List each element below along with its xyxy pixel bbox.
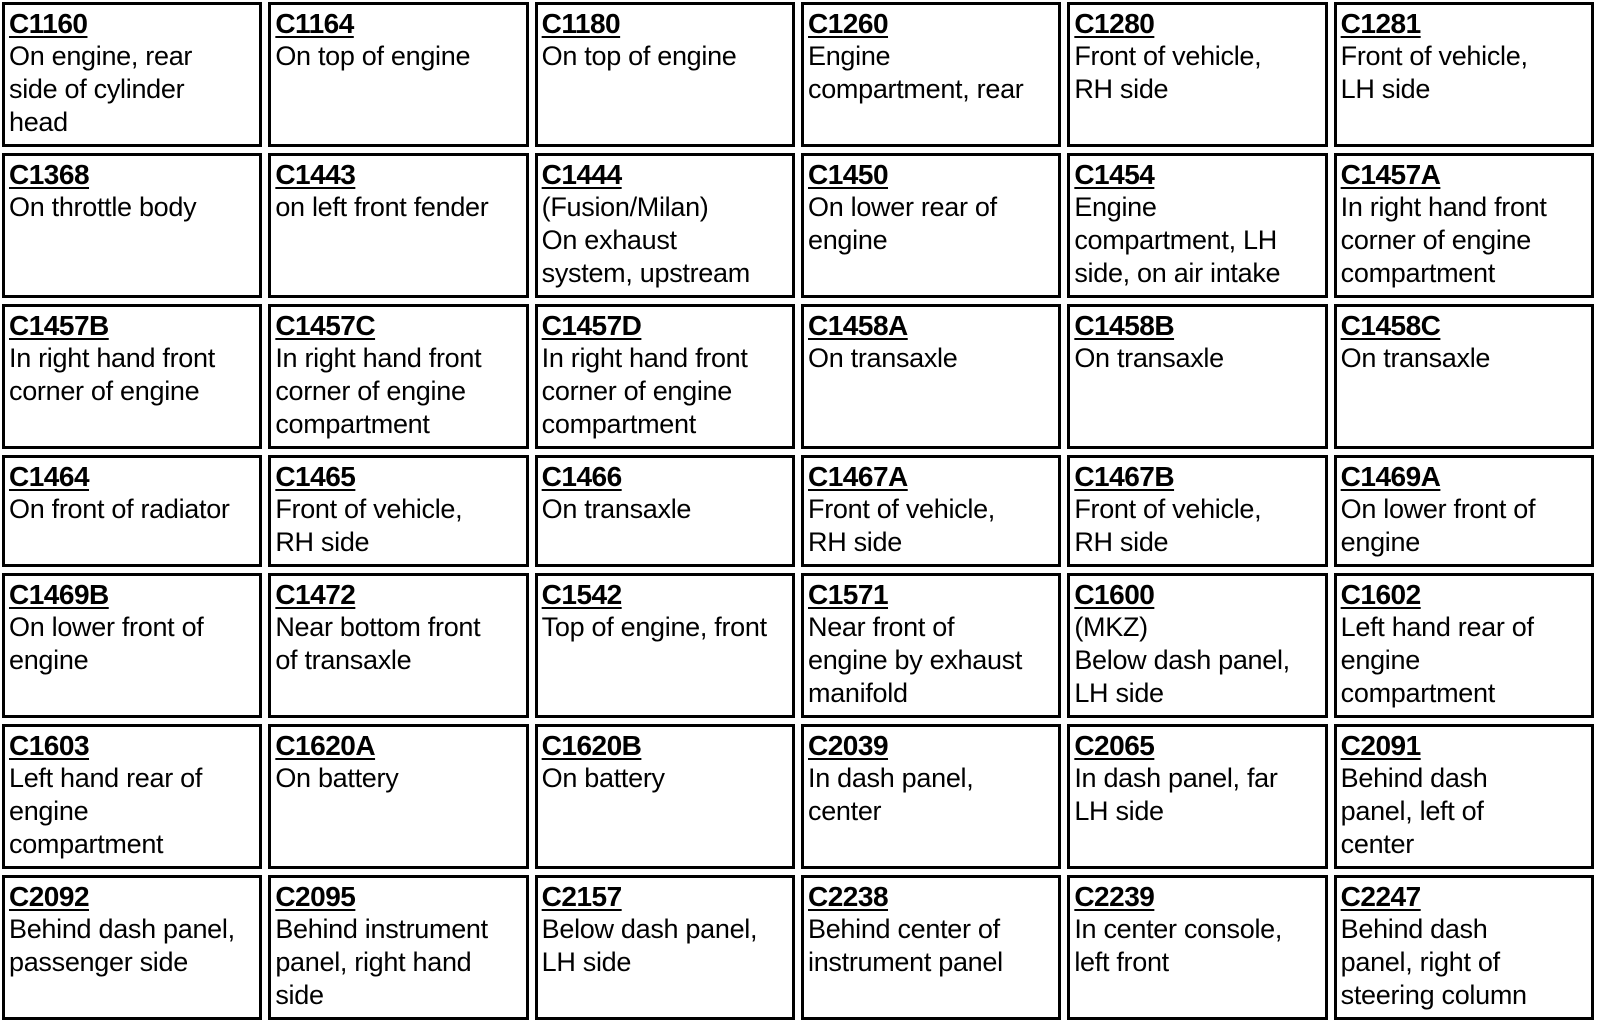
connector-code: C1164 (275, 8, 354, 39)
connector-location: Near bottom front of transaxle (275, 612, 481, 675)
connector-cell (2, 573, 262, 718)
connector-code: C1450 (808, 159, 889, 190)
connector-cell (535, 573, 795, 718)
connector-location: On lower front of engine (9, 612, 204, 675)
connector-cell (535, 724, 795, 869)
connector-location: On lower front of engine (1340, 494, 1536, 557)
connector-location: Below dash panel, LH side (541, 914, 758, 977)
connector-code: C2157 (541, 881, 622, 912)
connector-code: C1464 (9, 461, 90, 492)
connector-code: C1160 (9, 8, 88, 39)
connector-location: On front of radiator (9, 494, 230, 524)
connector-location: In right hand front corner of engine compartment (1340, 192, 1547, 288)
connector-cell (801, 875, 1061, 1020)
connector-location: On engine, rear side of cylinder head (9, 41, 193, 137)
connector-location: Front of vehicle, LH side (1340, 41, 1528, 104)
connector-cell (801, 153, 1061, 298)
connector-code: C1280 (1074, 8, 1155, 39)
connector-cell (1067, 304, 1327, 449)
connector-location: (MKZ) Below dash panel, LH side (1074, 612, 1290, 708)
connector-location: Behind dash panel, left of center (1340, 763, 1488, 859)
connector-cell (801, 304, 1061, 449)
connector-code: C2065 (1074, 730, 1155, 761)
connector-cell (535, 875, 795, 1020)
connector-location: In right hand front corner of engine compartment (275, 343, 482, 439)
connector-code: C1542 (541, 579, 622, 610)
connector-code: C1467B (1074, 461, 1175, 492)
connector-cell (2, 153, 262, 298)
connector-cell (1334, 875, 1594, 1020)
connector-location: (Fusion/Milan) On exhaust system, upstream (541, 192, 750, 288)
connector-cell (1334, 573, 1594, 718)
connector-location: On battery (541, 763, 665, 793)
connector-code: C1571 (808, 579, 889, 610)
connector-code: C1457C (275, 310, 376, 341)
connector-location: Behind dash panel, right of steering column (1340, 914, 1527, 1010)
connector-code: C1602 (1340, 579, 1421, 610)
connector-location: In right hand front corner of engine compartment (541, 343, 748, 439)
connector-cell (1067, 724, 1327, 869)
connector-location: Front of vehicle, RH side (808, 494, 995, 557)
connector-code: C1458C (1340, 310, 1441, 341)
connector-location: On lower rear of engine (808, 192, 997, 255)
connector-code: C1458B (1074, 310, 1175, 341)
connector-cell (535, 153, 795, 298)
connector-location: In dash panel, center (808, 763, 974, 826)
connector-code: C2091 (1340, 730, 1421, 761)
connector-cell (268, 304, 528, 449)
connector-cell (2, 455, 262, 567)
connector-cell (535, 304, 795, 449)
connector-location: Engine compartment, rear (808, 41, 1024, 104)
connector-cell (1067, 875, 1327, 1020)
connector-code: C2095 (275, 881, 356, 912)
connector-location: on left front fender (275, 192, 489, 222)
connector-code: C1465 (275, 461, 356, 492)
connector-code: C1281 (1340, 8, 1421, 39)
connector-code: C1457B (9, 310, 109, 341)
connector-cell (1067, 455, 1327, 567)
connector-cell (801, 2, 1061, 147)
connector-cell (535, 455, 795, 567)
connector-cell (2, 724, 262, 869)
connector-code: C1466 (541, 461, 622, 492)
connector-code: C1469B (9, 579, 109, 610)
connector-cell (268, 2, 528, 147)
connector-cell (268, 875, 528, 1020)
connector-code: C2039 (808, 730, 889, 761)
connector-location: Left hand rear of engine compartment (1340, 612, 1534, 708)
connector-cell (1067, 153, 1327, 298)
connector-location: In center console, left front (1074, 914, 1283, 977)
connector-cell (268, 455, 528, 567)
connector-code: C1443 (275, 159, 356, 190)
connector-code: C1368 (9, 159, 90, 190)
connector-location: Top of engine, front (541, 612, 767, 642)
connector-cell (1334, 2, 1594, 147)
connector-cell (2, 875, 262, 1020)
connector-cell (1067, 573, 1327, 718)
connector-code: C1603 (9, 730, 90, 761)
connector-cell (268, 153, 528, 298)
connector-location: Front of vehicle, RH side (1074, 494, 1262, 557)
connector-code: C1600 (1074, 579, 1155, 610)
connector-location: Front of vehicle, RH side (275, 494, 463, 557)
connector-location: In dash panel, far LH side (1074, 763, 1278, 826)
connector-location: On throttle body (9, 192, 197, 222)
connector-location: In right hand front corner of engine (9, 343, 215, 406)
connector-cell (535, 2, 795, 147)
connector-location: On top of engine (275, 41, 471, 71)
connector-code: C1467A (808, 461, 908, 492)
connector-cell (1334, 153, 1594, 298)
connector-location: Behind instrument panel, right hand side (275, 914, 488, 1010)
connector-code: C1180 (541, 8, 621, 39)
connector-cell (801, 455, 1061, 567)
connector-location: On transaxle (1340, 343, 1491, 373)
connector-cell (1334, 724, 1594, 869)
connector-code: C1457D (541, 310, 642, 341)
connector-location: Front of vehicle, RH side (1074, 41, 1262, 104)
connector-cell (1067, 2, 1327, 147)
connector-code: C2239 (1074, 881, 1155, 912)
connector-cell (801, 724, 1061, 869)
connector-cell (1334, 455, 1594, 567)
connector-location: On top of engine (541, 41, 737, 71)
connector-location: Engine compartment, LH side, on air intake (1074, 192, 1281, 288)
connector-code: C2092 (9, 881, 90, 912)
connector-location: On battery (275, 763, 399, 793)
connector-code: C1620B (541, 730, 642, 761)
connector-cell (2, 2, 262, 147)
connector-location: On transaxle (1074, 343, 1224, 373)
connector-code: C1620A (275, 730, 376, 761)
connector-code: C1260 (808, 8, 889, 39)
connector-cell (1334, 304, 1594, 449)
connector-location: On transaxle (808, 343, 958, 373)
connector-code: C1469A (1340, 461, 1441, 492)
connector-code: C2247 (1340, 881, 1421, 912)
connector-cell (268, 573, 528, 718)
connector-code: C1444 (541, 159, 622, 190)
connector-cell (801, 573, 1061, 718)
connector-code: C2238 (808, 881, 889, 912)
connector-location: Left hand rear of engine compartment (9, 763, 203, 859)
connector-location: On transaxle (541, 494, 692, 524)
connector-location: Behind dash panel, passenger side (9, 914, 235, 977)
connector-cell (268, 724, 528, 869)
connector-code: C1457A (1340, 159, 1441, 190)
connector-location-grid (2, 2, 1594, 1010)
connector-location: Behind center of instrument panel (808, 914, 1003, 977)
connector-code: C1472 (275, 579, 356, 610)
connector-code: C1458A (808, 310, 908, 341)
connector-code: C1454 (1074, 159, 1155, 190)
connector-cell (2, 304, 262, 449)
connector-location: Near front of engine by exhaust manifold (808, 612, 1023, 708)
